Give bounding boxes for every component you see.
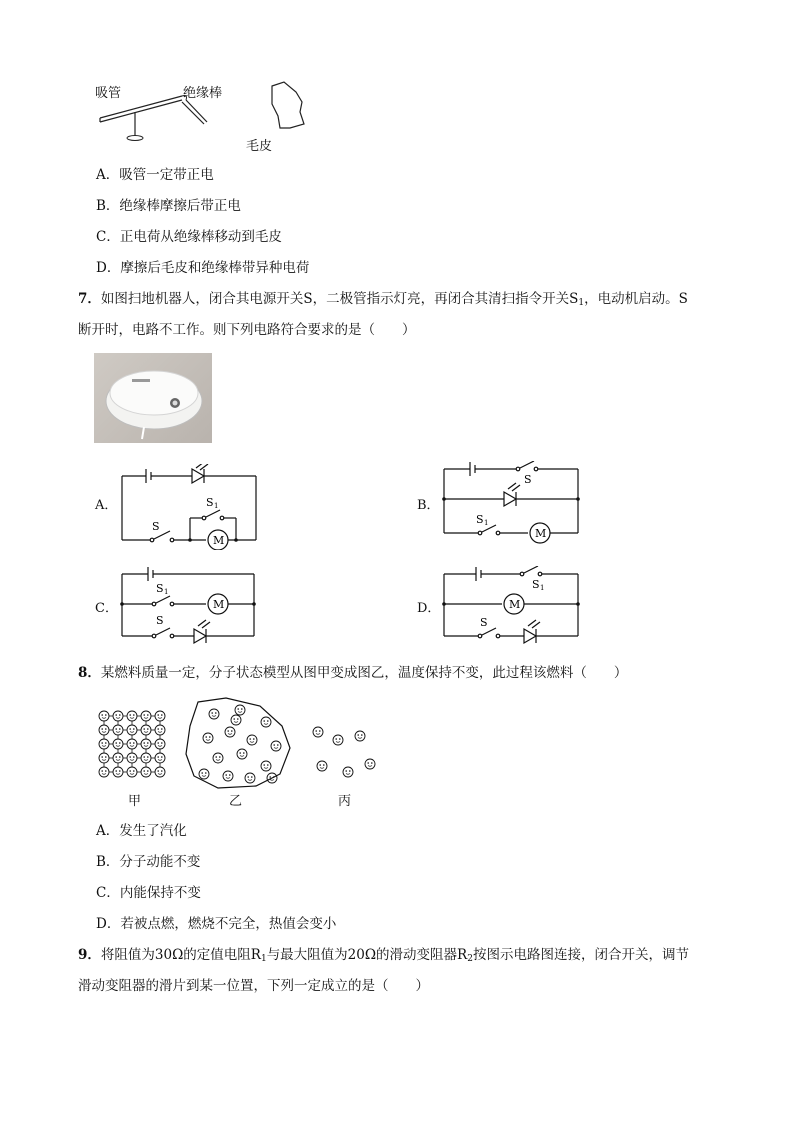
circuit-d[interactable] (440, 566, 585, 646)
q7-question-line2: 断开时，电路不工作。则下列电路符合要求的是（ ） (78, 322, 416, 338)
solid-molecule (155, 711, 165, 721)
solid-molecule (99, 767, 109, 777)
gas-molecule (365, 759, 375, 769)
rod-label: 绝缘棒 (183, 86, 223, 101)
q9-question-line1: 9．将阻值为30Ω的定值电阻$R_1$与最大阻值为20Ω的滑动变阻器$R_2$按图示电路图连接，闭合开关，调节 (78, 947, 689, 964)
liquid-molecule (209, 709, 219, 719)
q7-option-d-label[interactable]: D． (417, 601, 441, 616)
liquid-molecule (199, 769, 209, 779)
svg-text:S: S (206, 496, 214, 509)
liquid-molecule (223, 771, 233, 781)
liquid-molecule (231, 715, 241, 725)
svg-text:S: S (524, 473, 532, 486)
solid-molecule (155, 753, 165, 763)
solid-molecule (141, 711, 151, 721)
svg-text:M: M (535, 527, 547, 540)
solid-molecule (113, 753, 123, 763)
solid-molecule (113, 739, 123, 749)
liquid-molecule (261, 717, 271, 727)
svg-text:1: 1 (214, 502, 219, 510)
solid-molecule (141, 739, 151, 749)
solid-molecule (155, 767, 165, 777)
liquid-molecule (247, 735, 257, 745)
gas-molecule (317, 761, 327, 771)
state-label-bing: 丙 (338, 794, 352, 809)
svg-text:S: S (532, 578, 540, 591)
solid-molecule (155, 739, 165, 749)
solid-molecule (127, 767, 137, 777)
svg-text:S: S (480, 616, 488, 629)
q9-number: 9． (78, 947, 101, 963)
liquid-molecule (245, 773, 255, 783)
solid-molecule (127, 725, 137, 735)
q8-option-d[interactable]: D．若被点燃，燃烧不完全，热值会变小 (96, 916, 337, 932)
q6-option-b[interactable]: B．绝缘棒摩擦后带正电 (96, 198, 241, 214)
solid-molecule (99, 711, 109, 721)
fur-label: 毛皮 (246, 139, 273, 154)
gas-molecule (333, 735, 343, 745)
svg-text:M: M (509, 598, 521, 611)
robot-vacuum-photo (94, 353, 212, 443)
svg-text:M: M (213, 598, 225, 611)
state-label-yi: 乙 (229, 794, 243, 809)
q7-option-b-label[interactable]: B． (417, 498, 440, 513)
q8-number: 8． (78, 665, 101, 681)
svg-text:M: M (213, 534, 225, 547)
svg-text:1: 1 (540, 584, 545, 592)
q6-option-a[interactable]: A．吸管一定带正电 (96, 167, 214, 183)
gas-molecule (355, 731, 365, 741)
liquid-molecule (225, 727, 235, 737)
svg-text:S: S (156, 614, 164, 627)
liquid-molecule (261, 761, 271, 771)
circuit-c[interactable] (118, 566, 263, 646)
q8-question: 8．某燃料质量一定，分子状态模型从图甲变成图乙，温度保持不变，此过程该燃料（ ） (78, 665, 628, 681)
q8-option-a[interactable]: A．发生了汽化 (96, 823, 187, 839)
svg-text:1: 1 (164, 588, 169, 596)
q6-option-d[interactable]: D．摩擦后毛皮和绝缘棒带异种电荷 (96, 260, 310, 276)
q6-option-c[interactable]: C．正电荷从绝缘棒移动到毛皮 (96, 229, 282, 245)
q7-number: 7． (78, 291, 101, 307)
solid-molecule (127, 739, 137, 749)
svg-text:S: S (476, 513, 484, 526)
q7-question-line1: 7．如图扫地机器人，闭合其电源开关S，二极管指示灯亮，再闭合其清扫指令开关$S_1$，电动机启动。S (78, 291, 688, 308)
liquid-molecule (203, 733, 213, 743)
liquid-molecule (271, 741, 281, 751)
liquid-molecule (213, 753, 223, 763)
circuit-b[interactable] (440, 461, 585, 547)
q8-option-b[interactable]: B．分子动能不变 (96, 854, 201, 870)
svg-text:S: S (152, 520, 160, 533)
gas-molecule (343, 767, 353, 777)
solid-molecule (141, 753, 151, 763)
solid-molecule (113, 711, 123, 721)
svg-text:1: 1 (484, 519, 489, 527)
solid-molecule (113, 725, 123, 735)
q8-option-c[interactable]: C．内能保持不变 (96, 885, 201, 901)
solid-molecule (99, 753, 109, 763)
svg-text:S: S (156, 582, 164, 595)
solid-molecule (113, 767, 123, 777)
q7-option-c-label[interactable]: C． (95, 601, 118, 616)
circuit-a[interactable] (118, 464, 263, 550)
straw-label: 吸管 (95, 86, 122, 101)
gas-molecule (313, 727, 323, 737)
solid-molecule (141, 725, 151, 735)
solid-molecule (127, 753, 137, 763)
liquid-molecule (235, 705, 245, 715)
solid-molecule (127, 711, 137, 721)
liquid-molecule (237, 749, 247, 759)
molecule-diagram (90, 696, 390, 790)
q7-option-a-label[interactable]: A． (95, 498, 118, 513)
q9-question-line2: 滑动变阻器的滑片到某一位置，下列一定成立的是（ ） (78, 978, 429, 994)
solid-molecule (99, 725, 109, 735)
solid-molecule (155, 725, 165, 735)
solid-molecule (141, 767, 151, 777)
solid-molecule (99, 739, 109, 749)
state-label-jia: 甲 (128, 794, 142, 809)
